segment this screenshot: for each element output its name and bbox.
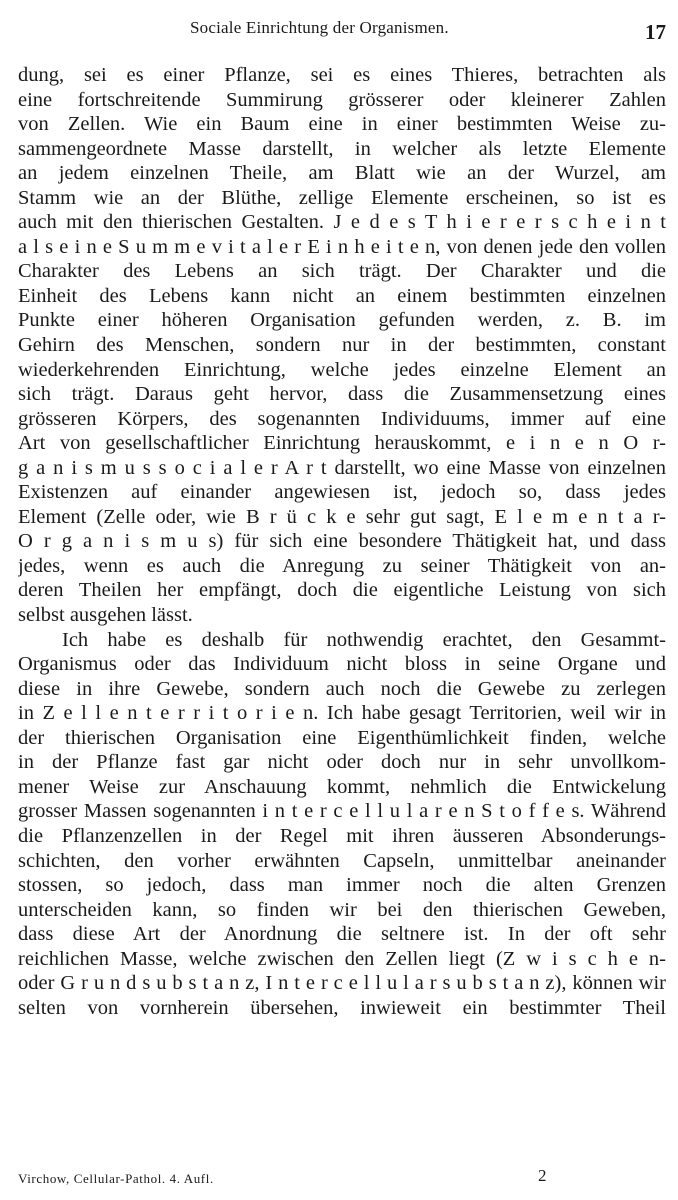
- text-line: oder G r u n d s u b s t a n z, I n t e r c e l l u l a r s u b s t a n z), können wir: [18, 972, 666, 995]
- text-line: in der Pflanze fast gar nicht oder doch nur in sehr unvollkom-: [18, 751, 666, 774]
- text-line: Charakter des Lebens an sich trägt. Der Charakter und die: [18, 260, 666, 283]
- running-head: Sociale Einrichtung der Organismen.: [190, 18, 449, 37]
- text-line: mener Weise zur Anschauung kommt, nehmlich die Entwickelung: [18, 775, 666, 798]
- text-line: Punkte einer höheren Organisation gefunden werden, z. B. im: [18, 309, 666, 332]
- text-line: Stamm wie an der Blüthe, zellige Elemente erscheinen, so ist es: [18, 186, 666, 209]
- text-line: Einheit des Lebens kann nicht an einem bestimmten einzelnen: [18, 284, 666, 307]
- text-line: g a n i s m u s s o c i a l e r A r t darstellt, wo eine Masse von einzelnen: [18, 456, 666, 479]
- text-line: von Zellen. Wie ein Baum eine in einer bestimmten Weise zu-: [18, 113, 666, 136]
- text-line: sammengeordnete Masse darstellt, in welcher als letzte Elemente: [18, 137, 666, 160]
- text-line: grosser Massen sogenannten i n t e r c e l l u l a r e n S t o f f e s. Während: [18, 800, 666, 823]
- text-line: unterscheiden kann, so finden wir bei den thierischen Geweben,: [18, 898, 666, 921]
- text-line: Element (Zelle oder, wie B r ü c k e sehr gut sagt, E l e m e n t a r-: [18, 505, 666, 528]
- text-line: eine fortschreitende Summirung grösserer oder kleinerer Zahlen: [18, 88, 666, 111]
- text-line: grösseren Körpers, des sogenannten Individuums, immer auf eine: [18, 407, 666, 430]
- text-line: auch mit den thierischen Gestalten. J e d e s T h i e r e r s c h e i n t: [18, 211, 666, 234]
- text-line: in Z e l l e n t e r r i t o r i e n. Ich habe gesagt Territorien, weil wir in: [18, 702, 666, 725]
- text-line: dung, sei es einer Pflanze, sei es eines Thieres, betrachten als: [18, 64, 666, 86]
- body-text: [18, 63, 666, 1020]
- text-line: selten von vornherein übersehen, inwieweit ein bestimmter Theil: [18, 996, 666, 1019]
- text-line: die Pflanzenzellen in der Regel mit ihren äusseren Absonderungs-: [18, 824, 666, 847]
- text-line: schichten, den vorher erwähnten Capseln, unmittelbar aneinander: [18, 849, 666, 872]
- text-line: wiederkehrenden Einrichtung, welche jedes einzelne Element an: [18, 358, 666, 381]
- footer-signature: Virchow, Cellular-Pathol. 4. Aufl.: [18, 1171, 214, 1186]
- footer-sheet-number: 2: [538, 1166, 547, 1185]
- text-line: deren Theilen her empfängt, doch die eigentliche Leistung von sich: [18, 579, 666, 602]
- text-line: selbst ausgehen lässt.: [18, 604, 193, 627]
- text-line: O r g a n i s m u s) für sich eine besondere Thätigkeit hat, und dass: [18, 530, 666, 553]
- text-line: a l s e i n e S u m m e v i t a l e r E i n h e i t e n, von denen jede den vollen: [18, 235, 666, 258]
- text-line: Organismus oder das Individuum nicht bloss in seine Organe und: [18, 653, 666, 676]
- text-line: dass diese Art der Anordnung die seltnere ist. In der oft sehr: [18, 923, 666, 946]
- text-line: stossen, so jedoch, dass man immer noch die alten Grenzen: [18, 874, 666, 897]
- text-line: Art von gesellschaftlicher Einrichtung herauskommt, e i n e n O r-: [18, 432, 666, 455]
- text-line: Existenzen auf einander angewiesen ist, jedoch so, dass jedes: [18, 481, 666, 504]
- page-number: 17: [645, 20, 666, 44]
- text-line: an jedem einzelnen Theile, am Blatt wie an der Wurzel, am: [18, 162, 666, 185]
- text-line: Gehirn des Menschen, sondern nur in der bestimmten, constant: [18, 334, 666, 357]
- text-line: sich trägt. Daraus geht hervor, dass die Zusammensetzung eines: [18, 383, 666, 406]
- text-line: diese in ihre Gewebe, sondern auch noch die Gewebe zu zerlegen: [18, 677, 666, 700]
- text-line: reichlichen Masse, welche zwischen den Zellen liegt (Z w i s c h e n-: [18, 947, 666, 970]
- text-line: der thierischen Organisation eine Eigenthümlichkeit finden, welche: [18, 726, 666, 749]
- text-line: jedes, wenn es auch die Anregung zu seiner Thätigkeit von an-: [18, 554, 666, 577]
- text-line: Ich habe es deshalb für nothwendig erachtet, den Gesammt-: [62, 628, 666, 651]
